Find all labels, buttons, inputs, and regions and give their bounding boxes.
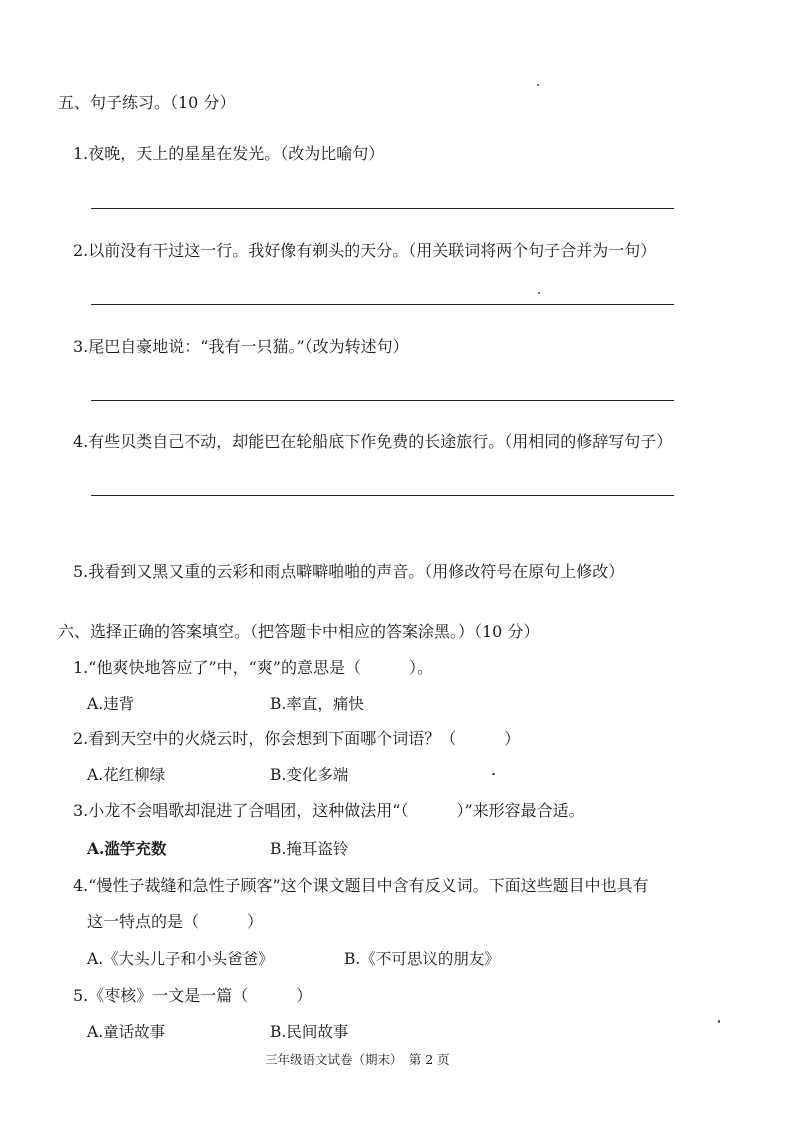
option-6-4-b[interactable]: B.《不可思议的朋友》: [344, 950, 500, 968]
question-5-1: 1.夜晚，天上的星星在发光。（改为比喻句）: [73, 144, 385, 163]
answer-line-5-3[interactable]: [91, 400, 674, 401]
option-6-2-b[interactable]: B.变化多端: [270, 766, 349, 784]
question-5-4: 4.有些贝类自己不动，却能巴在轮船底下作免费的长途旅行。（用相同的修辞写句子）: [73, 432, 673, 451]
section-six-heading: 六、选择正确的答案填空。（把答题卡中相应的答案涂黑。）（10 分）: [58, 622, 540, 641]
page-footer: 三年级语文试卷（期末） 第 2 页: [265, 1052, 450, 1067]
answer-line-5-4[interactable]: [91, 495, 674, 496]
option-6-3-a[interactable]: A.滥竽充数: [87, 839, 167, 858]
option-6-4-a[interactable]: A.《大头儿子和小头爸爸》: [87, 950, 274, 968]
question-6-2: 2.看到天空中的火烧云时，你会想到下面哪个词语？（ ）: [73, 729, 521, 748]
question-5-5: 5.我看到又黑又重的云彩和雨点噼噼啪啪的声音。（用修改符号在原句上修改）: [73, 562, 625, 581]
question-6-5: 5.《枣核》一文是一篇（ ）: [73, 986, 313, 1005]
section-five-heading: 五、句子练习。（10 分）: [58, 93, 236, 112]
question-6-4-line-2: 这一特点的是（ ）: [87, 912, 264, 931]
option-6-5-a[interactable]: A.童话故事: [87, 1023, 166, 1041]
option-6-1-a[interactable]: A.违背: [87, 695, 135, 713]
scan-speck: [718, 1020, 720, 1023]
question-6-1: 1.“他爽快地答应了”中，“爽”的意思是（ ）。: [73, 658, 433, 677]
answer-line-5-2[interactable]: [91, 304, 674, 305]
option-6-1-b[interactable]: B.率直，痛快: [270, 695, 364, 713]
scan-speck: [492, 773, 495, 775]
question-6-3: 3.小龙不会唱歌却混进了合唱团，这种做法用“（ ）”来形容最合适。: [73, 801, 585, 820]
question-6-4-line-1: 4.“慢性子裁缝和急性子顾客”这个课文题目中含有反义词。下面这些题目中也具有: [73, 876, 649, 895]
option-6-3-b[interactable]: B.掩耳盗铃: [270, 840, 349, 858]
scan-speck: [537, 84, 539, 86]
option-6-2-a[interactable]: A.花红柳绿: [87, 766, 166, 784]
answer-line-5-1[interactable]: [91, 208, 674, 209]
question-5-2: 2.以前没有干过这一行。我好像有剃头的天分。（用关联词将两个句子合并为一句）: [73, 241, 657, 260]
option-6-5-b[interactable]: B.民间故事: [270, 1023, 349, 1041]
scan-speck: [538, 292, 540, 294]
question-5-3: 3.尾巴自豪地说：“我有一只猫。”（改为转述句）: [73, 337, 409, 356]
